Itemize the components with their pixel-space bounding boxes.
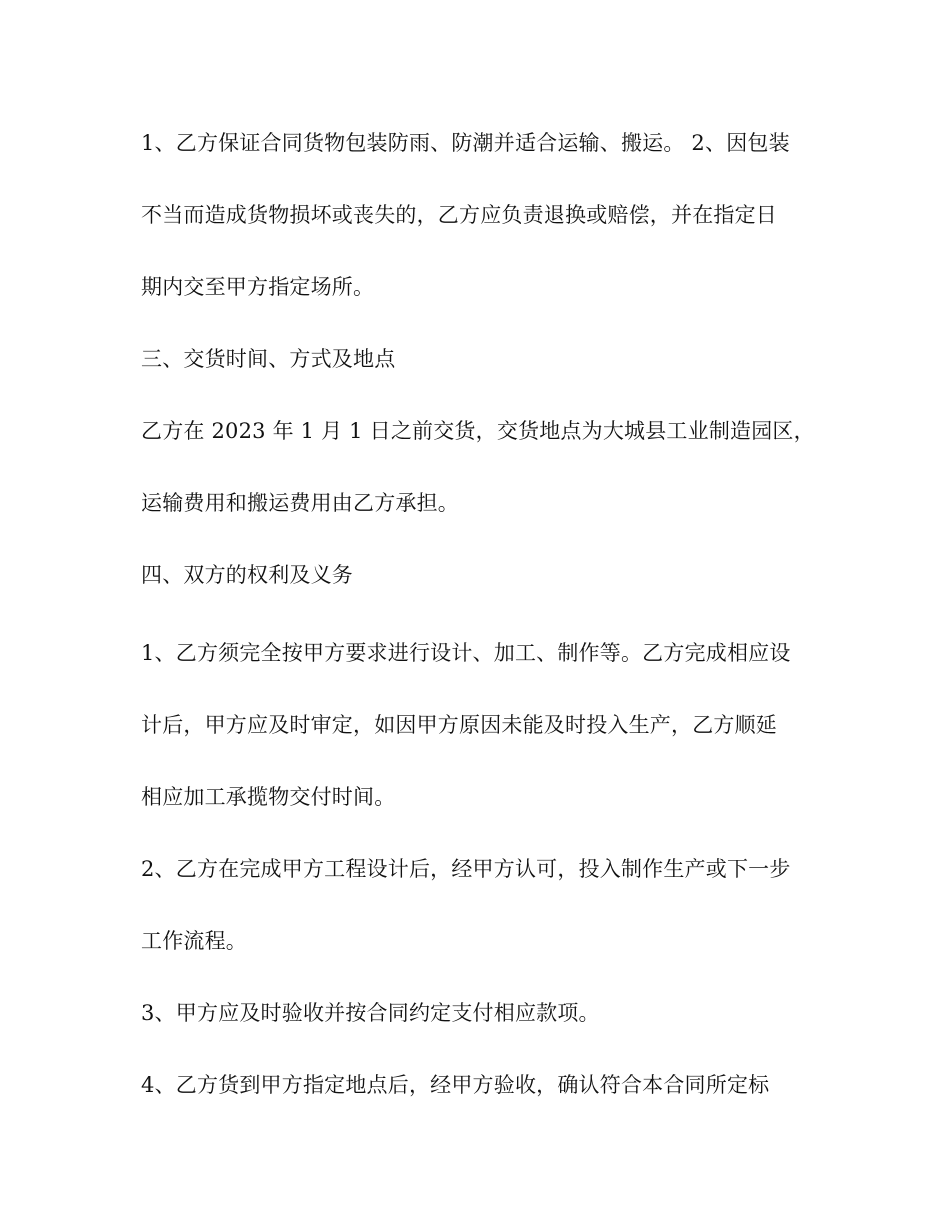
rights-item-2-line-1: 2、乙方在完成甲方工程设计后，经甲方认可，投入制作生产或下一步 (141, 857, 791, 881)
section-heading-delivery: 三、交货时间、方式及地点 (141, 347, 396, 371)
clause-packaging-line-3: 期内交至甲方指定场所。 (141, 275, 375, 299)
rights-item-3: 3、甲方应及时验收并按合同约定支付相应款项。 (141, 1001, 600, 1025)
rights-item-1-line-1: 1、乙方须完全按甲方要求进行设计、加工、制作等。乙方完成相应设 (141, 641, 791, 665)
rights-item-1-line-3: 相应加工承揽物交付时间。 (141, 785, 396, 809)
clause-packaging-line-1: 1、乙方保证合同货物包装防雨、防潮并适合运输、搬运。 2、因包装 (141, 131, 790, 155)
clause-packaging-line-2: 不当而造成货物损坏或丧失的，乙方应负责退换或赔偿，并在指定日 (141, 203, 777, 227)
rights-item-4-line-1: 4、乙方货到甲方指定地点后，经甲方验收，确认符合本合同所定标 (141, 1073, 770, 1097)
rights-item-2-line-2: 工作流程。 (141, 929, 247, 953)
delivery-text-line-1: 乙方在 2023 年 1 月 1 日之前交货，交货地点为大城县工业制造园区， (141, 419, 815, 443)
section-heading-rights: 四、双方的权利及义务 (141, 563, 353, 587)
delivery-text-line-2: 运输费用和搬运费用由乙方承担。 (141, 491, 459, 515)
rights-item-1-line-2: 计后，甲方应及时审定，如因甲方原因未能及时投入生产，乙方顺延 (141, 713, 777, 737)
